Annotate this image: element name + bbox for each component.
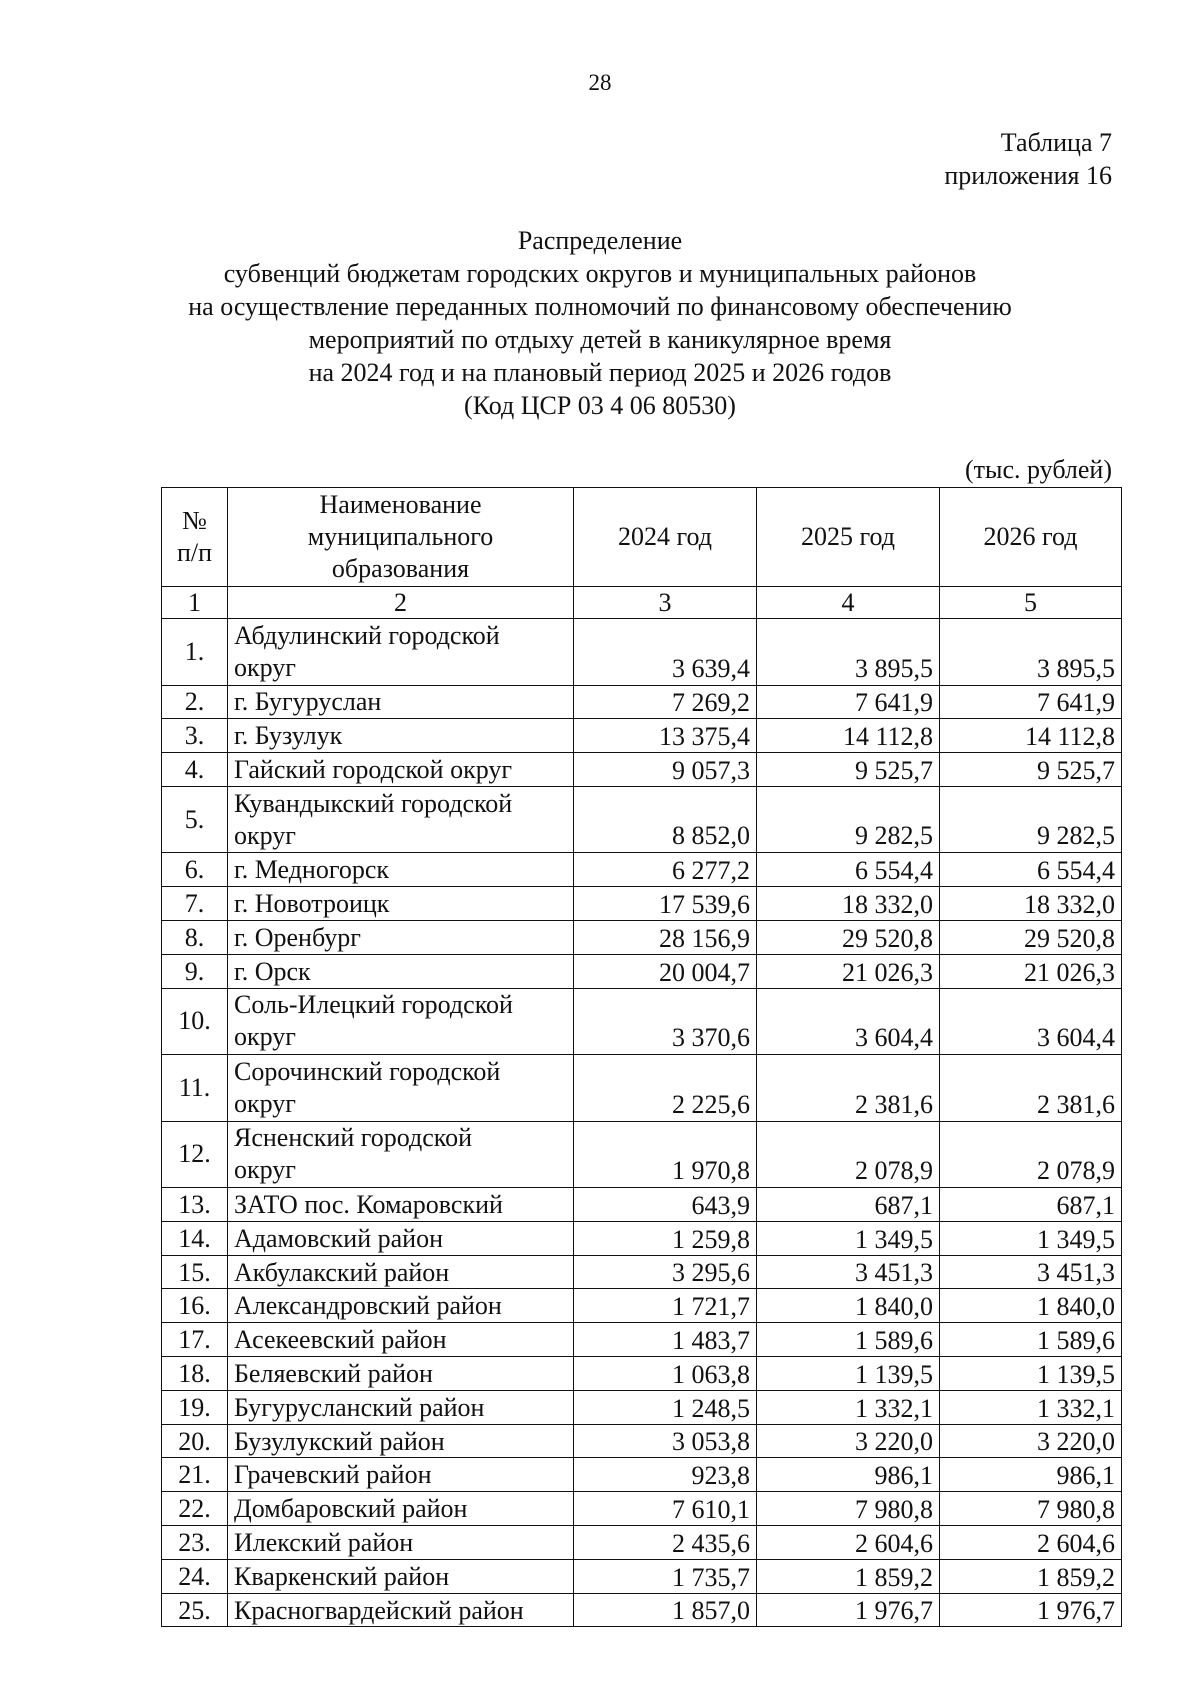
- municipality-name-line-1: г. Новотроицк: [234, 889, 390, 919]
- municipality-name-line-1: Сорочинский городской: [234, 1056, 501, 1086]
- value-2025: 2 604,6: [757, 1526, 940, 1560]
- value-2024: 1 857,0: [574, 1593, 757, 1627]
- municipality-name-line-1: Адамовский район: [234, 1223, 443, 1253]
- row-number: 15.: [162, 1255, 228, 1289]
- municipality-name-line-1: Абдулинский городской: [234, 620, 500, 650]
- value-2026: 2 381,6: [940, 1055, 1122, 1122]
- municipality-name-line-1: г. Орск: [234, 956, 311, 986]
- value-2025: 1 976,7: [757, 1593, 940, 1627]
- value-2026: 18 332,0: [940, 887, 1122, 921]
- row-number: 3.: [162, 719, 228, 753]
- table-row: [162, 988, 1122, 1055]
- value-2024: 1 483,7: [574, 1323, 757, 1357]
- table-row: [162, 1255, 1122, 1289]
- value-2024: 923,8: [574, 1458, 757, 1492]
- municipality-name: [228, 920, 574, 954]
- row-number: 17.: [162, 1323, 228, 1357]
- municipality-name-line-1: Беляевский район: [234, 1358, 433, 1388]
- value-2025: 18 332,0: [757, 887, 940, 921]
- value-2024: 17 539,6: [574, 887, 757, 921]
- value-2025: 14 112,8: [757, 719, 940, 753]
- row-number: 25.: [162, 1593, 228, 1627]
- row-number: 23.: [162, 1526, 228, 1560]
- table-row: [162, 1526, 1122, 1560]
- value-2026: 687,1: [940, 1188, 1122, 1222]
- municipality-name: [228, 1289, 574, 1323]
- municipality-name: [228, 1323, 574, 1357]
- municipality-name: [228, 1221, 574, 1255]
- header-name-line-1: Наименование: [319, 490, 482, 519]
- municipality-name: [228, 887, 574, 921]
- municipality-name: [228, 1424, 574, 1458]
- table-row: [162, 786, 1122, 853]
- row-number: 18.: [162, 1357, 228, 1391]
- value-2024: 1 721,7: [574, 1289, 757, 1323]
- table-row: [162, 619, 1122, 686]
- municipality-name-line-1: Александровский район: [234, 1291, 502, 1321]
- value-2024: 1 259,8: [574, 1221, 757, 1255]
- row-number: 12.: [162, 1121, 228, 1188]
- table-row: [162, 1289, 1122, 1323]
- value-2026: 2 078,9: [940, 1121, 1122, 1188]
- header-name: [228, 488, 574, 587]
- municipality-name-line-1: Гайский городской округ: [234, 754, 513, 784]
- table-row: [162, 1390, 1122, 1424]
- municipality-name: [228, 1526, 574, 1560]
- municipality-name-line-1: Акбулакский район: [234, 1257, 450, 1287]
- value-2026: 29 520,8: [940, 920, 1122, 954]
- value-2025: 29 520,8: [757, 920, 940, 954]
- municipality-name: [228, 954, 574, 988]
- municipality-name-line-1: Кувандыкский городской: [234, 788, 513, 818]
- table-row: [162, 1593, 1122, 1627]
- table-row: [162, 920, 1122, 954]
- municipality-name: [228, 1255, 574, 1289]
- column-number: 2: [228, 587, 574, 619]
- municipality-name: [228, 988, 574, 1055]
- value-2024: 8 852,0: [574, 786, 757, 853]
- table-row: [162, 719, 1122, 753]
- municipality-name: [228, 685, 574, 719]
- municipality-name: [228, 1357, 574, 1391]
- table-row: [162, 1055, 1122, 1122]
- value-2024: 1 063,8: [574, 1357, 757, 1391]
- value-2026: 1 349,5: [940, 1221, 1122, 1255]
- table-row: [162, 1458, 1122, 1492]
- table-row: [162, 1424, 1122, 1458]
- value-2026: 7 641,9: [940, 685, 1122, 719]
- municipality-name-line-1: Красногвардейский район: [234, 1595, 524, 1625]
- value-2024: 1 970,8: [574, 1121, 757, 1188]
- value-2024: 2 435,6: [574, 1526, 757, 1560]
- title-line-6: (Код ЦСР 03 4 06 80530): [464, 391, 736, 420]
- value-2025: 3 451,3: [757, 1255, 940, 1289]
- value-2026: 1 840,0: [940, 1289, 1122, 1323]
- value-2026: 3 220,0: [940, 1424, 1122, 1458]
- value-2025: 1 840,0: [757, 1289, 940, 1323]
- page-number: 28: [588, 70, 612, 95]
- municipality-name: [228, 1458, 574, 1492]
- value-2024: 1 248,5: [574, 1390, 757, 1424]
- table-row: [162, 753, 1122, 787]
- header-number-line-2: п/п: [176, 538, 213, 567]
- column-number: 1: [162, 587, 228, 619]
- municipality-name-line-1: ЗАТО пос. Комаровский: [234, 1189, 503, 1219]
- value-2024: 7 610,1: [574, 1492, 757, 1526]
- value-2026: 2 604,6: [940, 1526, 1122, 1560]
- municipality-name-line-1: Кваркенский район: [234, 1561, 450, 1591]
- municipality-name-line-1: Илекский район: [234, 1527, 414, 1557]
- row-number: 4.: [162, 753, 228, 787]
- value-2025: 3 220,0: [757, 1424, 940, 1458]
- value-2024: 28 156,9: [574, 920, 757, 954]
- row-number: 7.: [162, 887, 228, 921]
- value-2026: 1 589,6: [940, 1323, 1122, 1357]
- municipality-name-line-2: округ: [234, 652, 296, 682]
- column-number: 5: [940, 587, 1122, 619]
- municipality-name-line-1: Бузулукский район: [234, 1426, 445, 1456]
- value-2026: 21 026,3: [940, 954, 1122, 988]
- table-row: [162, 853, 1122, 887]
- municipality-name-line-1: Асекеевский район: [234, 1325, 447, 1355]
- value-2024: 3 053,8: [574, 1424, 757, 1458]
- municipality-name: [228, 1390, 574, 1424]
- table-ref-line-2: приложения 16: [944, 161, 1112, 190]
- table-row: [162, 1357, 1122, 1391]
- row-number: 20.: [162, 1424, 228, 1458]
- title-line-4: мероприятий по отдыху детей в каникулярное время: [308, 325, 892, 354]
- value-2025: 9 282,5: [757, 786, 940, 853]
- municipality-name: [228, 1055, 574, 1122]
- row-number: 24.: [162, 1559, 228, 1593]
- row-number: 2.: [162, 685, 228, 719]
- value-2025: 687,1: [757, 1188, 940, 1222]
- value-2024: 6 277,2: [574, 853, 757, 887]
- title-line-3: на осуществление переданных полномочий по финансовому обеспечению: [188, 292, 1012, 321]
- column-number: 4: [757, 587, 940, 619]
- row-number: 9.: [162, 954, 228, 988]
- table-row: [162, 685, 1122, 719]
- header-number-line-1: №: [182, 506, 207, 535]
- municipality-name-line-1: г. Оренбург: [234, 922, 361, 952]
- value-2025: 21 026,3: [757, 954, 940, 988]
- document-title: [130, 224, 1070, 422]
- value-2026: 1 976,7: [940, 1593, 1122, 1627]
- value-2026: 1 859,2: [940, 1559, 1122, 1593]
- row-number: 6.: [162, 853, 228, 887]
- municipality-name-line-2: округ: [234, 1155, 296, 1185]
- row-number: 16.: [162, 1289, 228, 1323]
- value-2024: 20 004,7: [574, 954, 757, 988]
- value-2026: 1 139,5: [940, 1357, 1122, 1391]
- value-2026: 3 451,3: [940, 1255, 1122, 1289]
- value-2024: 3 370,6: [574, 988, 757, 1055]
- value-2025: 2 078,9: [757, 1121, 940, 1188]
- header-2024: 2024 год: [574, 488, 757, 587]
- value-2024: 3 295,6: [574, 1255, 757, 1289]
- municipality-name-line-2: округ: [234, 1088, 296, 1118]
- column-number-row: [162, 587, 1122, 619]
- header-number: [162, 488, 228, 587]
- municipality-name-line-2: округ: [234, 820, 296, 850]
- row-number: 5.: [162, 786, 228, 853]
- table-row: [162, 1323, 1122, 1357]
- value-2026: 3 895,5: [940, 619, 1122, 686]
- municipality-name-line-1: г. Медногорск: [234, 855, 390, 885]
- value-2025: 7 980,8: [757, 1492, 940, 1526]
- value-2026: 1 332,1: [940, 1390, 1122, 1424]
- municipality-name: [228, 719, 574, 753]
- row-number: 13.: [162, 1188, 228, 1222]
- table-row: [162, 1559, 1122, 1593]
- municipality-name: [228, 853, 574, 887]
- row-number: 8.: [162, 920, 228, 954]
- header-name-line-3: образования: [331, 554, 470, 583]
- table-row: [162, 954, 1122, 988]
- value-2024: 3 639,4: [574, 619, 757, 686]
- value-2024: 7 269,2: [574, 685, 757, 719]
- value-2025: 2 381,6: [757, 1055, 940, 1122]
- municipality-name-line-1: Ясненский городской: [234, 1123, 473, 1153]
- value-2026: 6 554,4: [940, 853, 1122, 887]
- value-2025: 7 641,9: [757, 685, 940, 719]
- value-2025: 3 604,4: [757, 988, 940, 1055]
- table-row: [162, 1492, 1122, 1526]
- value-2026: 3 604,4: [940, 988, 1122, 1055]
- unit-note: (тыс. рублей): [964, 455, 1112, 484]
- value-2025: 1 589,6: [757, 1323, 940, 1357]
- municipality-name-line-1: г. Бузулук: [234, 721, 343, 751]
- table-header-row: [162, 488, 1122, 587]
- header-name-line-2: муниципального: [307, 522, 494, 551]
- table-reference: [944, 126, 1112, 192]
- header-2025: 2025 год: [757, 488, 940, 587]
- title-line-5: на 2024 год и на плановый период 2025 и 2026 годов: [308, 358, 892, 387]
- table-row: [162, 1188, 1122, 1222]
- municipality-name: [228, 1492, 574, 1526]
- value-2025: 1 859,2: [757, 1559, 940, 1593]
- municipality-name-line-1: Грачевский район: [234, 1460, 432, 1490]
- value-2026: 7 980,8: [940, 1492, 1122, 1526]
- row-number: 11.: [162, 1055, 228, 1122]
- municipality-name-line-2: округ: [234, 1022, 296, 1052]
- value-2024: 1 735,7: [574, 1559, 757, 1593]
- municipality-name: [228, 1593, 574, 1627]
- row-number: 21.: [162, 1458, 228, 1492]
- row-number: 22.: [162, 1492, 228, 1526]
- value-2025: 986,1: [757, 1458, 940, 1492]
- municipality-name: [228, 1188, 574, 1222]
- value-2024: 643,9: [574, 1188, 757, 1222]
- title-line-1: Распределение: [517, 226, 683, 255]
- value-2024: 2 225,6: [574, 1055, 757, 1122]
- row-number: 19.: [162, 1390, 228, 1424]
- table-body: [162, 619, 1122, 1627]
- value-2025: 6 554,4: [757, 853, 940, 887]
- table-row: [162, 1121, 1122, 1188]
- row-number: 14.: [162, 1221, 228, 1255]
- header-2026: 2026 год: [940, 488, 1122, 587]
- municipality-name-line-1: Домбаровский район: [234, 1494, 468, 1524]
- municipality-name: [228, 1559, 574, 1593]
- column-number: 3: [574, 587, 757, 619]
- row-number: 1.: [162, 619, 228, 686]
- table-row: [162, 887, 1122, 921]
- subvention-table: [161, 487, 1122, 1627]
- municipality-name: [228, 786, 574, 853]
- value-2026: 9 525,7: [940, 753, 1122, 787]
- municipality-name-line-1: Соль-Илецкий городской: [234, 990, 513, 1020]
- table-ref-line-1: Таблица 7: [1000, 128, 1112, 157]
- municipality-name: [228, 619, 574, 686]
- value-2025: 1 349,5: [757, 1221, 940, 1255]
- value-2026: 9 282,5: [940, 786, 1122, 853]
- value-2025: 1 332,1: [757, 1390, 940, 1424]
- value-2025: 1 139,5: [757, 1357, 940, 1391]
- value-2026: 14 112,8: [940, 719, 1122, 753]
- table-row: [162, 1221, 1122, 1255]
- municipality-name: [228, 753, 574, 787]
- row-number: 10.: [162, 988, 228, 1055]
- title-line-2: субвенций бюджетам городских округов и муниципальных районов: [223, 259, 977, 288]
- municipality-name-line-1: г. Бугуруслан: [234, 687, 382, 717]
- value-2024: 9 057,3: [574, 753, 757, 787]
- value-2024: 13 375,4: [574, 719, 757, 753]
- value-2025: 9 525,7: [757, 753, 940, 787]
- value-2025: 3 895,5: [757, 619, 940, 686]
- municipality-name-line-1: Бугурусланский район: [234, 1392, 485, 1422]
- municipality-name: [228, 1121, 574, 1188]
- value-2026: 986,1: [940, 1458, 1122, 1492]
